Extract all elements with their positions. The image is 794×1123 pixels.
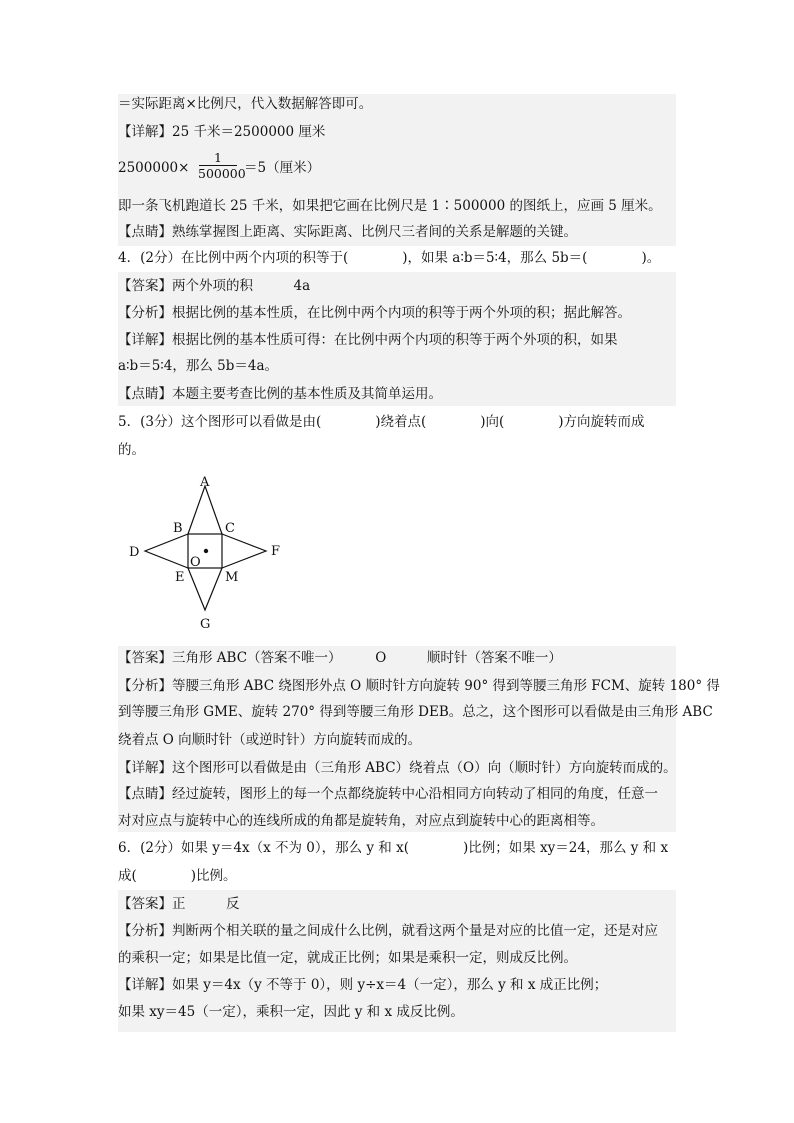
tip-q3: 【点睛】熟练掌握图上距离、实际距离、比例尺三者间的关系是解题的关键。 — [118, 224, 577, 240]
center-point-o — [204, 549, 208, 553]
question-4: 4．(2分）在比例中两个内项的积等于( )，如果 a∶b＝5∶4，那么 5b＝( )。 — [118, 250, 661, 266]
calc-left: 2500000× — [118, 160, 190, 176]
question-5a: 5．(3分）这个图形可以看做是由( )绕着点( )向( )方向旋转而成 — [118, 414, 645, 430]
question-6b: 成( )比例。 — [118, 868, 237, 884]
analysis-tail: ＝实际距离×比例尺，代入数据解答即可。 — [118, 96, 373, 112]
analysis-6b: 的乘积一定；如果是比值一定，就成正比例；如果是乘积一定，则成反比例。 — [118, 950, 577, 966]
calc-right: ＝5（厘米） — [244, 160, 321, 176]
analysis-5b: 到等腰三角形 GME、旋转 270° 得到等腰三角形 DEB。总之，这个图形可以看做是由三角形 ABC — [118, 704, 713, 720]
triangle-deb — [145, 534, 188, 568]
triangle-fcm — [222, 534, 266, 568]
label-f: F — [271, 544, 281, 559]
analysis-5c: 绕着点 O 向顺时针（或逆时针）方向旋转而成的。 — [118, 732, 422, 748]
label-c: C — [225, 521, 235, 536]
label-a: A — [200, 475, 210, 490]
detail-6b: 如果 xy＝45（一定），乘积一定，因此 y 和 x 成反比例。 — [118, 1004, 464, 1020]
tip-5b: 对对应点与旋转中心的连线所成的角都是旋转角，对应点到旋转中心的距离相等。 — [118, 813, 604, 829]
detail-4a: 【详解】根据比例的基本性质可得：在比例中两个内项的积等于两个外项的积，如果 — [118, 332, 618, 348]
question-5b: 的。 — [118, 442, 145, 458]
label-m: M — [225, 570, 239, 585]
detail-5: 【详解】这个图形可以看做是由（三角形 ABC）绕着点（O）向（顺时针）方向旋转而成的。 — [118, 760, 677, 776]
tip-5a: 【点睛】经过旋转，图形上的每一个点都绕旋转中心沿相同方向转动了相同的角度，任意一 — [118, 786, 658, 802]
triangle-abc — [188, 486, 222, 534]
detail-q3: 【详解】25 千米＝2500000 厘米 — [118, 124, 326, 140]
label-e: E — [175, 570, 185, 585]
triangle-gme — [188, 568, 222, 610]
tip-4: 【点睛】本题主要考查比例的基本性质及其简单运用。 — [118, 386, 442, 402]
fraction-denominator: 500000 — [198, 166, 246, 181]
analysis-4: 【分析】根据比例的基本性质，在比例中两个内项的积等于两个外项的积；据此解答。 — [118, 305, 631, 321]
analysis-6a: 【分析】判断两个相关联的量之间成什么比例，就看这两个量是对应的比值一定，还是对应 — [118, 923, 658, 939]
fraction — [198, 150, 246, 181]
answer-6: 【答案】正 反 — [118, 896, 240, 912]
label-g: G — [200, 617, 211, 632]
detail-4b: a∶b＝5∶4，那么 5b＝4a。 — [118, 358, 279, 374]
rotation-figure — [118, 470, 308, 640]
fraction-numerator: 1 — [214, 150, 222, 165]
label-d: D — [129, 545, 140, 560]
question-6a: 6．(2分）如果 y＝4x（x 不为 0），那么 y 和 x( )比例；如果 xy＝24，那么 y 和 x — [118, 840, 669, 856]
analysis-5a: 【分析】等腰三角形 ABC 绕图形外点 O 顺时针方向旋转 90° 得到等腰三角形 FCM、旋转 180° 得 — [118, 678, 720, 694]
detail-q3-conclusion: 即一条飞机跑道长 25 千米，如果把它画在比例尺是 1∶500000 的图纸上，应画 5 厘米。 — [118, 198, 662, 214]
answer-5: 【答案】三角形 ABC（答案不唯一） O 顺时针（答案不唯一） — [118, 650, 562, 666]
answer-4: 【答案】两个外项的积 4a — [118, 278, 311, 294]
label-b: B — [173, 521, 183, 536]
detail-6a: 【详解】如果 y＝4x（y 不等于 0），则 y÷x＝4（一定），那么 y 和 x 成正比例； — [118, 977, 608, 993]
label-o: O — [190, 555, 201, 570]
